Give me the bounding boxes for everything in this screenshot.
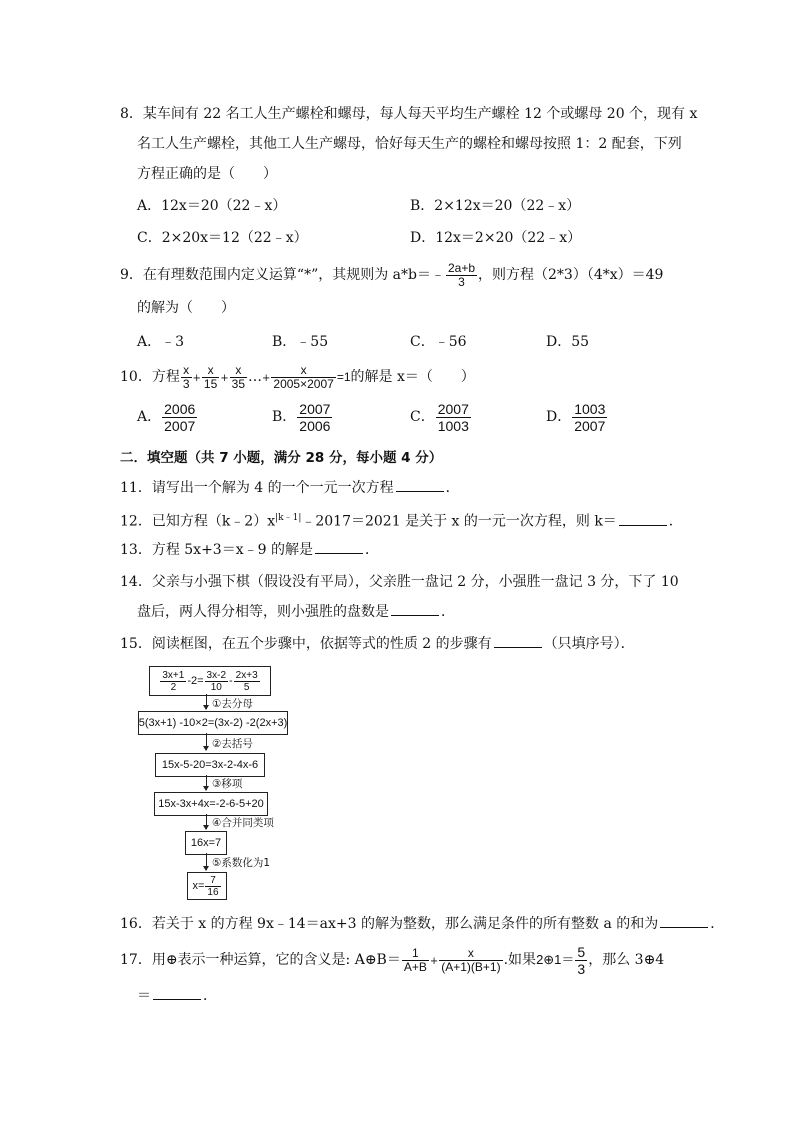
q10-option-a-frac xyxy=(162,401,197,434)
q8-line1: 8．某车间有 22 名工人生产螺栓和螺母，每人每天平均生产螺栓 12 个或螺母 20 个，现有 x xyxy=(120,106,698,122)
q15-text: 15．阅读框图，在五个步骤中，依据等式的性质 2 的步骤有 xyxy=(120,636,492,652)
q10-prefix: 10．方程 xyxy=(120,369,180,385)
q10-frac-2-num: x xyxy=(207,362,214,377)
q8-option-d: D．12x＝2×20（22﹣x） xyxy=(410,230,582,246)
q13-answer-blank[interactable] xyxy=(315,541,363,554)
q10-frac-4-den: 2005×2007 xyxy=(273,376,334,391)
q10-option-d-frac xyxy=(572,401,607,434)
flow-frac-3 xyxy=(234,670,260,693)
q15-end: （只填序号）． xyxy=(543,636,635,652)
q10-option-c-den: 1003 xyxy=(437,417,469,434)
q10-option-a-label: A． xyxy=(137,409,162,425)
flow-frac-1 xyxy=(160,670,186,693)
flow-box-step-4: 16x=7 xyxy=(185,831,227,855)
flow-box-step-1: 5(3x+1) -10×2=(3x-2) -2(2x+3) xyxy=(138,711,288,735)
q10-frac-1-den: 3 xyxy=(182,376,190,391)
q16-text: 16．若关于 x 的方程 9x﹣14＝ax+3 的解为整数，那么满足条件的所有整数 a 的和为 xyxy=(120,916,659,932)
q9-line1 xyxy=(120,258,663,292)
flow-mid: -2= xyxy=(187,675,204,687)
q17-frac-2-den: (A+1)(B+1) xyxy=(441,959,501,974)
q17-tail: ，那么 3⊕4 xyxy=(588,952,665,968)
q9-suffix: ，则方程（2*3）（4*x）＝49 xyxy=(478,267,664,283)
flow-step-5-label: ⑤系数化为1 xyxy=(212,857,271,869)
q17-line2 xyxy=(137,986,217,1006)
flow-final-den: 16 xyxy=(207,886,219,898)
q10-frac-2-den: 15 xyxy=(203,376,218,391)
q9-option-c: C．﹣56 xyxy=(410,334,467,350)
flow-box-step-2: 15x-5-20=3x-2-4x-6 xyxy=(155,753,265,777)
q17-frac-3-den: 3 xyxy=(577,960,586,977)
q10-option-a-num: 2006 xyxy=(164,400,196,417)
q14-line1: 14．父亲与小强下棋（假设没有平局），父亲胜一盘记 2 分，小强胜一盘记 3 分，下了 10 xyxy=(120,574,679,590)
flow-box-step-5 xyxy=(187,872,227,900)
q17-condition: 2⊕1＝ xyxy=(536,952,575,967)
q17-prefix: 17．用⊕表示一种运算，它的含义是: A⊕B＝ xyxy=(120,952,401,968)
flow-box-step-3: 15x-3x+4x=-2-6-5+20 xyxy=(154,792,268,816)
q10-option-a xyxy=(137,400,198,434)
q10-option-b-label: B． xyxy=(272,409,297,425)
q9-option-a: A．﹣3 xyxy=(137,334,185,350)
q11-text: 11．请写出一个解为 4 的一个一元一次方程 xyxy=(120,480,394,496)
q13-end: ． xyxy=(364,542,379,558)
q10-eq: =1 xyxy=(336,370,351,384)
q17-plus: + xyxy=(429,956,439,967)
q12 xyxy=(120,508,683,532)
q10-frac-1 xyxy=(181,364,192,391)
q12-prefix: 12．已知方程（k﹣2）x xyxy=(120,513,276,530)
section-fill-in-heading: 二．填空题（共 7 小题，满分 28 分，每小题 4 分） xyxy=(120,450,443,466)
q17-frac-2-num: x xyxy=(467,945,474,960)
flow-frac-2-den: 10 xyxy=(205,681,228,693)
q10-option-d-label: D． xyxy=(546,409,572,425)
q9-frac-den: 3 xyxy=(446,275,477,289)
q13-text: 13．方程 5x+3＝x﹣9 的解是 xyxy=(120,542,313,558)
flow-box-original-equation xyxy=(149,666,271,696)
q16 xyxy=(120,914,724,934)
q17-line1 xyxy=(120,942,664,980)
q9-line2: 的解为（ ） xyxy=(137,300,235,316)
flow-frac-3-num: 2x+3 xyxy=(235,669,258,681)
q10-frac-3 xyxy=(230,364,247,391)
q10-frac-4 xyxy=(271,364,335,391)
q9-frac-num: 2a+b xyxy=(447,260,476,275)
q8-option-a: A．12x＝20（22﹣x） xyxy=(137,198,287,214)
q14-line2-text: 盘后，两人得分相等，则小强胜的盘数是 xyxy=(137,604,389,620)
flow-step-3-label: ③移项 xyxy=(212,778,243,790)
q10-option-d xyxy=(546,400,608,434)
q16-end: ． xyxy=(710,916,725,932)
q10-suffix: 的解是 x＝（ ） xyxy=(350,369,475,385)
q17-mid: .如果 xyxy=(503,952,537,968)
q10-option-c xyxy=(410,400,472,434)
q9-prefix: 9．在有理数范围内定义运算“*”，其规则为 a*b＝﹣ xyxy=(120,267,445,283)
q10-frac-4-num: x xyxy=(300,362,307,377)
q10-option-c-frac xyxy=(436,401,471,434)
q8-option-c: C．2×20x＝12（22﹣x） xyxy=(137,230,308,246)
q10-frac-2 xyxy=(202,364,219,391)
flow-arrow-2 xyxy=(206,733,207,750)
q9-fraction xyxy=(446,262,477,289)
q10-option-b-frac xyxy=(297,401,332,434)
flow-arrow-5 xyxy=(206,853,207,870)
q15 xyxy=(120,634,635,654)
q10-frac-1-num: x xyxy=(183,362,190,377)
q10-option-d-num: 1003 xyxy=(574,400,606,417)
q10-frac-3-num: x xyxy=(235,362,242,377)
q10-dots: … xyxy=(248,369,263,385)
q10-option-b-den: 2006 xyxy=(299,417,331,434)
flow-op: - xyxy=(229,675,233,687)
flow-step-1-label: ①去分母 xyxy=(212,698,253,710)
q17-line2-eq: ＝ xyxy=(137,988,151,1004)
flow-step-2-label: ②去括号 xyxy=(212,738,253,750)
q12-exponent: |k﹣1| xyxy=(275,513,302,523)
q17-frac-1-num: 1 xyxy=(412,945,419,960)
q12-end: ． xyxy=(668,513,683,530)
q9-option-b: B．﹣55 xyxy=(272,334,329,350)
q17-end: ． xyxy=(203,988,217,1004)
q15-answer-blank[interactable] xyxy=(494,635,542,648)
q17-frac-1 xyxy=(402,947,429,974)
flow-frac-2 xyxy=(205,670,228,693)
q17-frac-3 xyxy=(575,944,587,977)
q10-frac-3-den: 35 xyxy=(231,376,246,391)
q10-line1: 10．方程 $\frac{x}{3}$ + $\frac{x}{15}$ + $\frac{x}{35}$ …+ $\frac{x}{2005\times 2007}$ =1的解是 x＝（ ） xyxy=(120,362,475,391)
q11 xyxy=(120,478,460,498)
flow-step-4-label: ④合并同类项 xyxy=(212,817,274,829)
q14-end: ． xyxy=(441,604,455,620)
q17-frac-1-den: A+B xyxy=(403,959,427,974)
q9-option-d: D．55 xyxy=(546,334,590,350)
flow-arrow-4 xyxy=(206,814,207,829)
q10-option-b xyxy=(272,400,333,434)
q10-option-d-den: 2007 xyxy=(574,417,606,434)
flow-frac-3-den: 5 xyxy=(234,681,260,693)
flow-arrow-3 xyxy=(206,775,207,790)
q11-end: ． xyxy=(445,480,460,496)
q13 xyxy=(120,540,379,560)
q12-answer-blank[interactable] xyxy=(619,513,667,526)
flow-final-frac xyxy=(205,875,220,898)
flow-final-lhs: x= xyxy=(192,880,205,892)
q17-frac-3-num: 5 xyxy=(577,943,586,960)
q8-line2: 名工人生产螺栓，其他工人生产螺母，恰好每天生产的螺栓和螺母按照 1：2 配套，下列 xyxy=(137,136,682,152)
q14-line2 xyxy=(137,602,455,622)
q17-frac-2 xyxy=(439,947,502,974)
q10-option-c-num: 2007 xyxy=(437,400,469,417)
q12-middle: ﹣2017＝2021 是关于 x 的一元一次方程，则 k＝ xyxy=(301,513,617,530)
flow-arrow-1 xyxy=(206,694,207,709)
q10-option-a-den: 2007 xyxy=(164,417,196,434)
q8-line3: 方程正确的是（ ） xyxy=(137,166,277,182)
flow-final-num: 7 xyxy=(210,874,216,886)
q14-answer-blank[interactable] xyxy=(391,603,439,616)
flow-frac-2-num: 3x-2 xyxy=(206,669,226,681)
q16-answer-blank[interactable] xyxy=(660,915,708,928)
q8-option-b: B．2×12x＝20（22﹣x） xyxy=(410,198,581,214)
q11-answer-blank[interactable] xyxy=(396,479,444,492)
q10-option-c-label: C． xyxy=(410,409,435,425)
q10-option-b-num: 2007 xyxy=(299,400,331,417)
flow-frac-1-num: 3x+1 xyxy=(162,669,185,681)
q17-answer-blank[interactable] xyxy=(153,987,201,1000)
flow-frac-1-den: 2 xyxy=(160,681,186,693)
